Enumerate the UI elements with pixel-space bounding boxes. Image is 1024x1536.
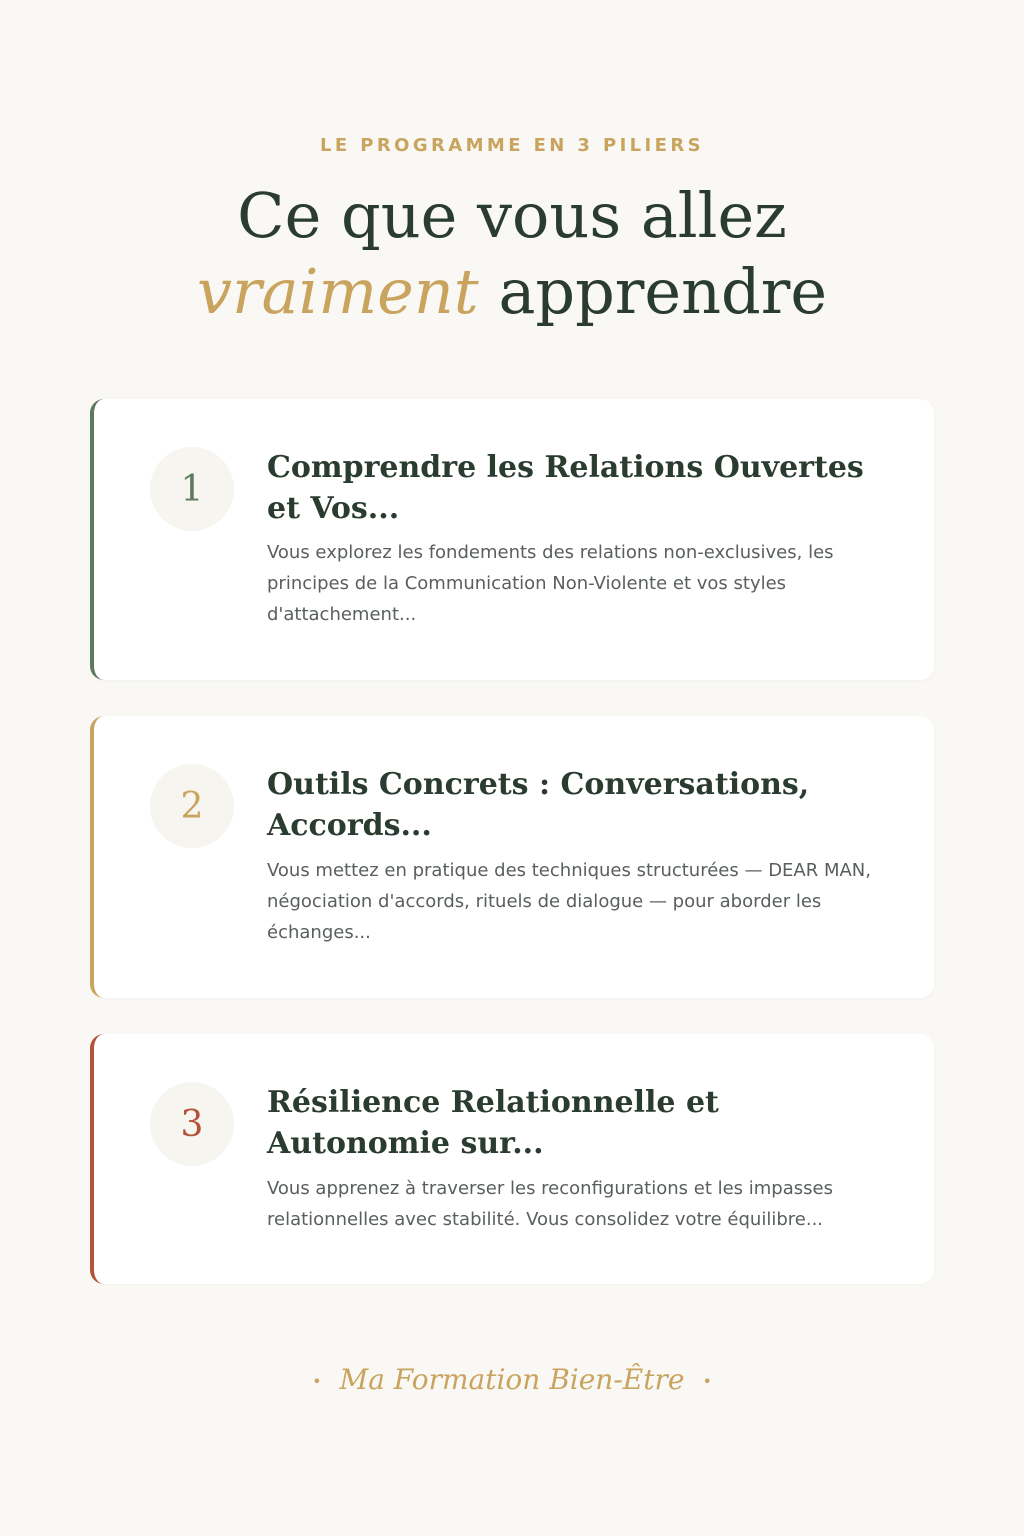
pillar-title: Résilience Relationnelle et Autonomie sur... bbox=[267, 1085, 719, 1161]
pillar-number-badge: 1 bbox=[150, 447, 234, 531]
pillar-description: Vous apprenez à traverser les reconfigurations et les impasses relationnelles avec stabilité. Vous consolidez votre équilibre... bbox=[267, 1178, 833, 1230]
footer-brand bbox=[0, 1360, 1024, 1402]
footer-brand-name: Ma Formation Bien-Être bbox=[339, 1363, 685, 1396]
title-line-2: apprendre bbox=[478, 255, 828, 328]
footer-dot-right: • bbox=[702, 1371, 712, 1391]
pillar-number-badge: 3 bbox=[150, 1082, 234, 1166]
footer-dot-left: • bbox=[312, 1371, 322, 1391]
pillar-card-1 bbox=[90, 399, 934, 680]
title-accent: vraiment bbox=[196, 255, 479, 328]
pillar-card-2 bbox=[90, 716, 934, 998]
pillar-title: Outils Concrets : Conversations, Accords... bbox=[267, 767, 810, 843]
section-eyebrow: LE PROGRAMME EN 3 PILIERS bbox=[320, 135, 704, 156]
pillar-title: Comprendre les Relations Ouvertes et Vos... bbox=[267, 450, 864, 526]
page-title bbox=[0, 178, 1024, 330]
pillar-description: Vous explorez les fondements des relations non-exclusives, les principes de la Communication Non-Violente et vos styles d'attachement... bbox=[267, 542, 834, 625]
pillar-description: Vous mettez en pratique des techniques structurées — DEAR MAN, négociation d'accords, rituels de dialogue — pour aborder les échanges... bbox=[267, 860, 871, 943]
pillar-card-3 bbox=[90, 1034, 934, 1284]
title-line-1: Ce que vous allez bbox=[237, 179, 787, 252]
pillar-number-badge: 2 bbox=[150, 764, 234, 848]
